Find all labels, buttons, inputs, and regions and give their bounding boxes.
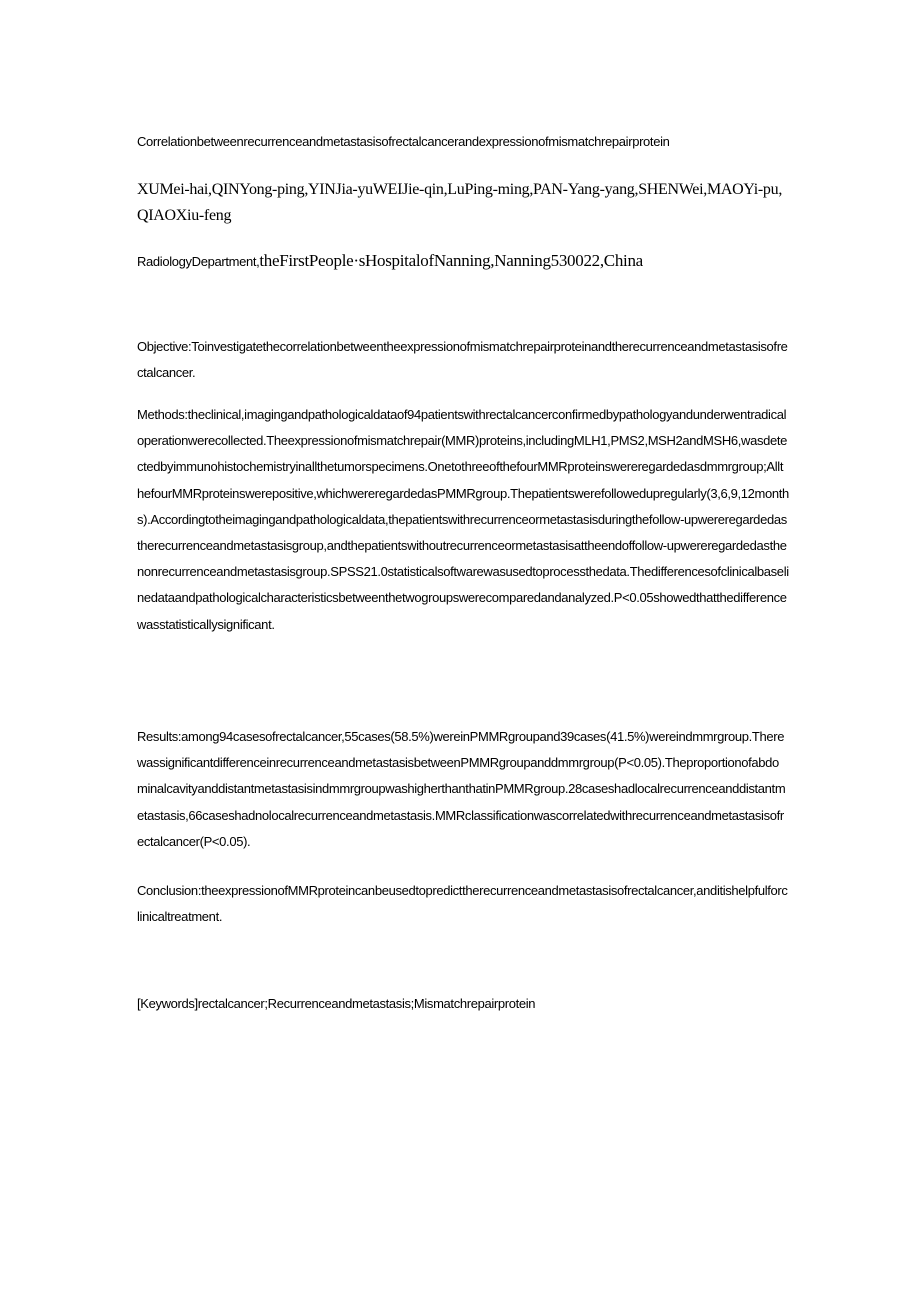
- abstract-methods: Methods:theclinical,imagingandpathologicaldataof94patientswithrectalcancerconfirmedbypathologyandunderwentradicaloperationwerecollected.Theexpressionofmismatchrepair(MMR)proteins,includingMLH1,PMS2,MSH2andMSH6,wasdetectedbyimmunohistochemistryinallthetumorspecimens.OnetothreeofthefourMMRproteinswereregardedasdmmrgroup;AllthefourMMRproteinswerepositive,whichwereregardedasPMMRgroup.Thepatientswerefollowedupregularly(3,6,9,12months).Accordingtotheimagingandpathologicaldata,thepatientswithrecurrenceormetastasisduringthefollow-upwereregardedastherecurrenceandmetastasisgroup,andthepatientswithoutrecurrenceormetastasisattheendoffollow-upwereregardedasthenonrecurrenceandmetastasisgroup.SPSS21.0statisticalsoftwarewasusedtoprocessthedata.Thedifferencesofclinicalbaselinedataandpathologicalcharacteristicsbetweenthetwogroupswerecomparedandanalyzed.P<0.05showedthatthedifferencewasstatisticallysignificant.: [137, 407, 789, 632]
- affiliation: [137, 248, 792, 275]
- keywords: [Keywords]rectalcancer;Recurrenceandmetastasis;Mismatchrepairprotein: [137, 996, 536, 1011]
- abstract-objective: Objective:Toinvestigatethecorrelationbetweentheexpressionofmismatchrepairproteinandtherecurrenceandmetastasisofrectalcancer.: [137, 339, 788, 381]
- affiliation-hospital: theFirstPeople·sHospitalofNanning,Nanning530022,China: [259, 251, 643, 270]
- abstract-conclusion: Conclusion:theexpressionofMMRproteincanbeusedtopredicttherecurrenceandmetastasisofrectalcancer,anditishelpfulforclinicaltreatment.: [137, 883, 788, 925]
- abstract-results: Results:among94casesofrectalcancer,55cases(58.5%)wereinPMMRgroupand39cases(41.5%)wereindmmrgroup.TherewassignificantdifferenceinrecurrenceandmetastasisbetweenPMMRgroupanddmmrgroup(P<0.05).TheproportionofabdominalcavityanddistantmetastasisindmmrgroupwashigherthanthatinPMMRgroup.28caseshadlocalrecurrenceanddistantmetastasis,66caseshadnolocalrecurrenceandmetastasis.MMRclassificationwascorrelatedwithrecurrenceandmetastasisofrectalcancer(P<0.05).: [137, 729, 786, 849]
- author-list: XUMei-hai,QINYong-ping,YINJia-yuWEIJie-qin,LuPing-ming,PAN-Yang-yang,SHENWei,MAOYi-pu,QIAOXiu-feng: [137, 181, 783, 224]
- affiliation-department: RadiologyDepartment,: [137, 254, 260, 269]
- paper-title: Correlationbetweenrecurrenceandmetastasisofrectalcancerandexpressionofmismatchrepairprotein: [137, 134, 670, 149]
